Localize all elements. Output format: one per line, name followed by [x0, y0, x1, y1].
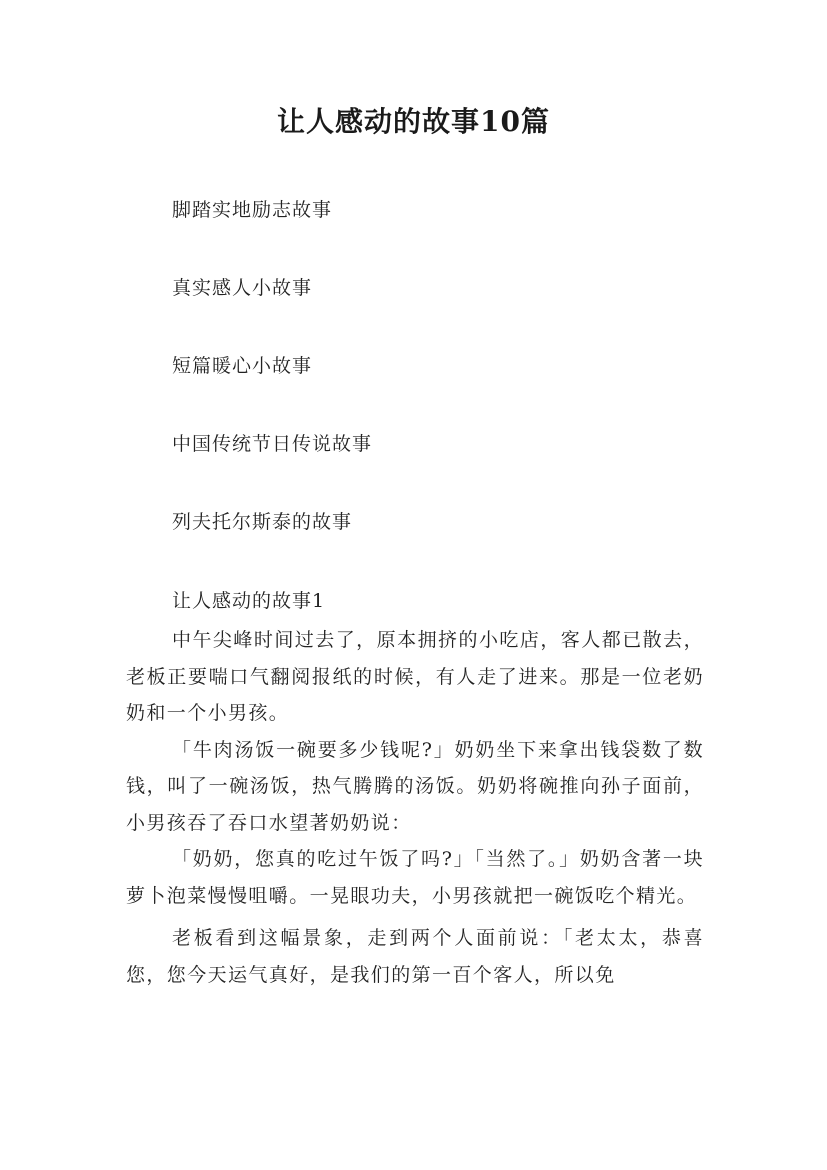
document-title: 让人感动的故事10篇: [277, 105, 550, 138]
paragraph: 中午尖峰时间过去了，原本拥挤的小吃店，客人都已散去，老板正要喘口气翻阅报纸的时候，有人走了进来。那是一位老奶奶和一个小男孩。: [126, 629, 704, 724]
paragraph: 「奶奶，您真的吃过午饭了吗?」「当然了。」奶奶含著一块萝卜泡菜慢慢咀嚼。一晃眼功夫，小男孩就把一碗饭吃个精光。: [126, 848, 704, 907]
toc-item: 列夫托尔斯泰的故事: [172, 511, 353, 533]
toc-item: 脚踏实地励志故事: [172, 199, 333, 221]
story-body: [126, 586, 704, 993]
paragraph: 老板看到这幅景象，走到两个人面前说：「老太太，恭喜您，您今天运气真好，是我们的第一百个客人，所以免: [126, 927, 704, 986]
toc-item: 短篇暖心小故事: [172, 355, 313, 377]
toc-item: 真实感人小故事: [172, 277, 313, 299]
section-heading: 让人感动的故事1: [172, 590, 326, 612]
paragraph: 「牛肉汤饭一碗要多少钱呢?」奶奶坐下来拿出钱袋数了数钱，叫了一碗汤饭，热气腾腾的汤饭。奶奶将碗推向孙子面前，小男孩吞了吞口水望著奶奶说：: [126, 738, 704, 834]
toc-item: 中国传统节日传说故事: [172, 433, 373, 455]
table-of-contents: [172, 196, 712, 586]
